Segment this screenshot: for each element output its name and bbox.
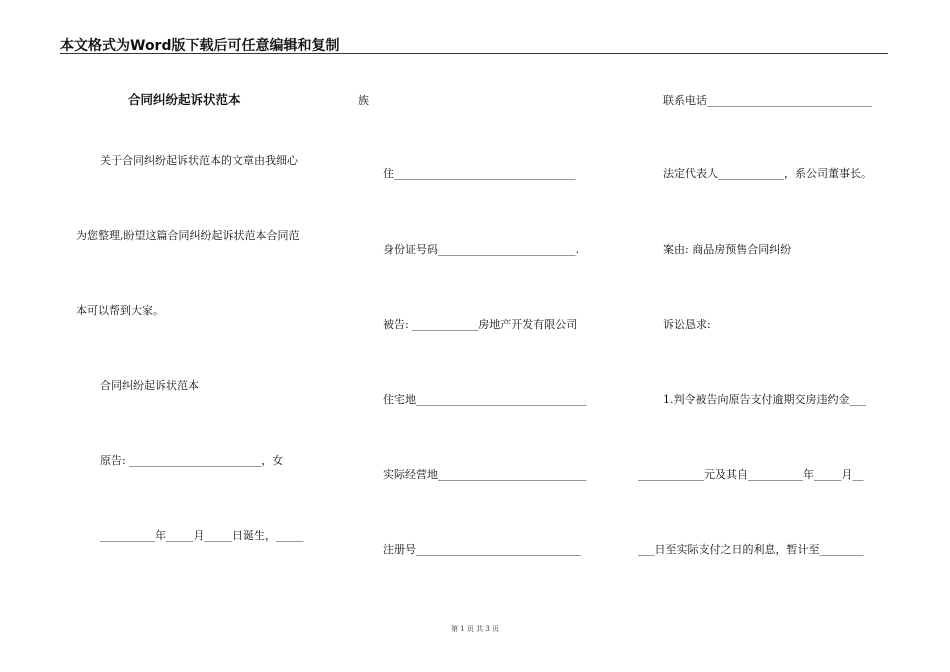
document-title: 合同纠纷起诉状范本 bbox=[128, 92, 241, 107]
intro-line-3: 本可以帮到大家。 bbox=[76, 304, 164, 317]
document-header: 本文格式为Word版下载后可任意编辑和复制 bbox=[60, 38, 340, 54]
claim-1-line: 1.判令被告向原告支付逾期交房违约金___ bbox=[663, 393, 866, 406]
header-divider bbox=[60, 53, 888, 54]
registration-line: 注册号______________________________ bbox=[383, 543, 581, 556]
section-subtitle: 合同纠纷起诉状范本 bbox=[100, 379, 199, 392]
intro-line-2: 为您整理,盼望这篇合同纠纷起诉状范本合同范 bbox=[76, 229, 300, 242]
birth-date-line: __________年_____月_____日诞生，_____ bbox=[100, 529, 304, 542]
business-place-line: 实际经营地___________________________ bbox=[383, 468, 587, 481]
plaintiff-line: 原告: ________________________，女 bbox=[100, 454, 284, 467]
intro-line-1: 关于合同纠纷起诉状范本的文章由我细心 bbox=[100, 154, 298, 167]
id-number-line: 身份证号码_________________________. bbox=[383, 243, 579, 256]
legal-representative-line: 法定代表人____________，系公司董事长。 bbox=[663, 167, 872, 180]
page-number: 第 1 页 共 3 页 bbox=[450, 625, 500, 633]
residence-line: 住宅地_______________________________ bbox=[383, 393, 587, 406]
defendant-line: 被告: ____________房地产开发有限公司 bbox=[383, 318, 578, 331]
cause-line: 案由: 商品房预售合同纠纷 bbox=[663, 243, 792, 256]
claims-title: 诉讼恳求: bbox=[663, 318, 711, 331]
address-line: 住_________________________________ bbox=[383, 167, 576, 180]
phone-line: 联系电话______________________________ bbox=[663, 94, 872, 107]
claim-1-continued: ____________元及其自__________年_____月__ bbox=[638, 468, 864, 481]
ethnicity-text: 族 bbox=[358, 94, 369, 107]
claim-1-continued-2: ___日至实际支付之日的利息，暂计至________ bbox=[638, 543, 864, 556]
